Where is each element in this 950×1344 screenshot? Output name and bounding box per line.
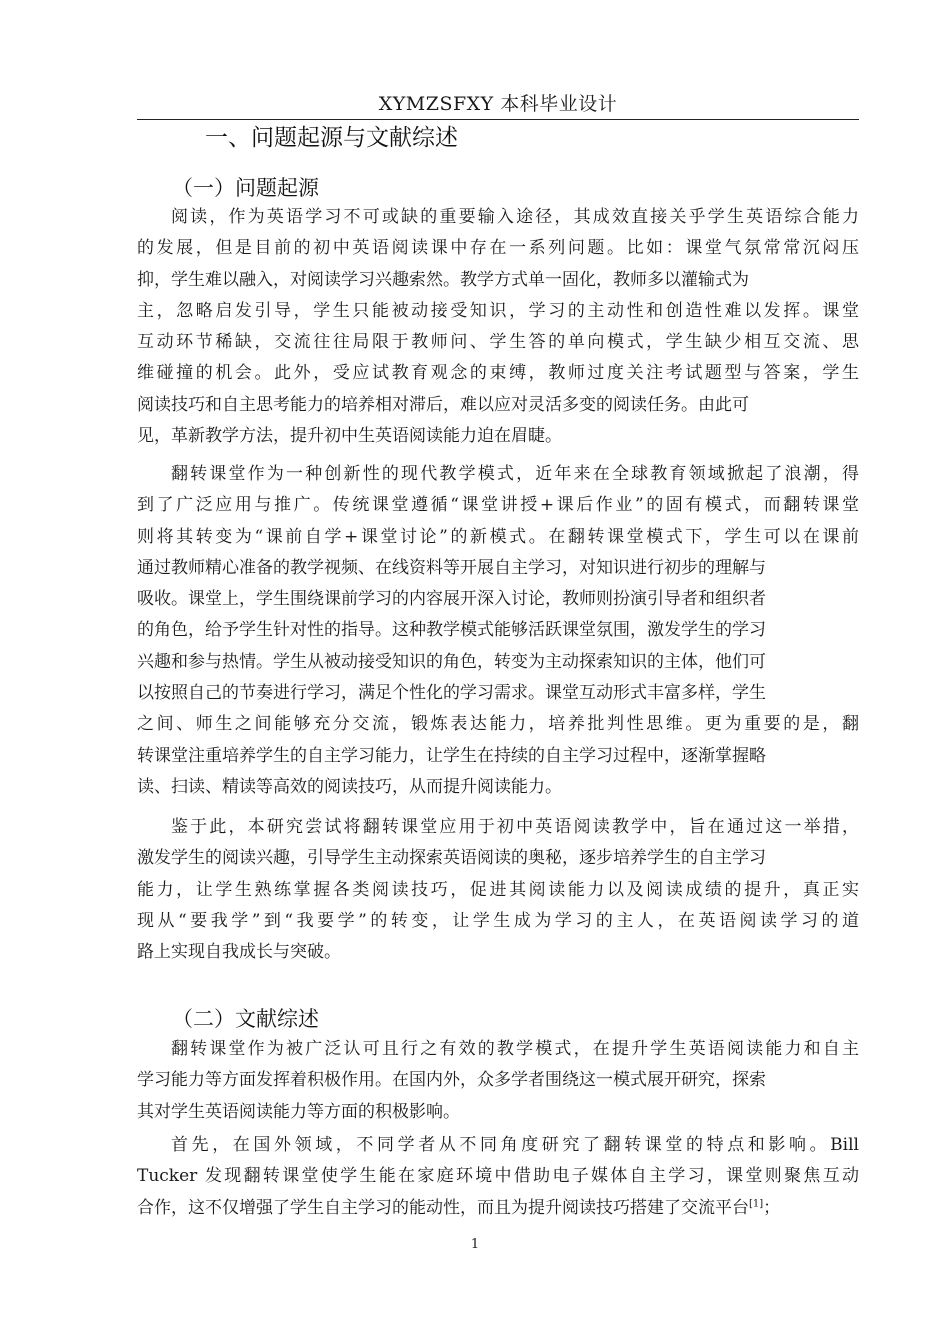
text-line: 主，忽略启发引导，学生只能被动接受知识，学习的主动性和创造性难以发挥。课堂 — [137, 300, 859, 321]
paragraph-1 — [137, 202, 859, 452]
text-line: 首先，在国外领域，不同学者从不同角度研究了翻转课堂的特点和影响。Bill — [171, 1135, 859, 1155]
text-line: 激发学生的阅读兴趣，引导学生主动探索英语阅读的奥秘，逐步培养学生的自主学习 — [137, 848, 766, 869]
citation-marker[interactable]: [1] — [749, 1197, 764, 1209]
text-line: 现从“要我学”到“我要学”的转变，让学生成为学习的主人，在英语阅读学习的道 — [137, 910, 859, 931]
text-line: 翻转课堂作为一种创新性的现代教学模式，近年来在全球教育领域掀起了浪潮，得 — [171, 464, 859, 484]
text-line-body: 合作，这不仅增强了学生自主学习的能动性，而且为提升阅读技巧搭建了交流平台 — [137, 1197, 749, 1218]
section-title: 一、问题起源与文献综述 — [205, 125, 458, 151]
text-line: 读、扫读、精读等高效的阅读技巧，从而提升阅读能力。 — [137, 776, 562, 797]
text-line: 能力，让学生熟练掌握各类阅读技巧，促进其阅读能力以及阅读成绩的提升，真正实 — [137, 879, 859, 900]
text-line: 兴趣和参与热情。学生从被动接受知识的角色，转变为主动探索知识的主体，他们可 — [137, 651, 766, 672]
text-line: 的角色，给予学生针对性的指导。这种教学模式能够活跃课堂氛围，激发学生的学习 — [137, 620, 766, 641]
subsection-title-origin: （一）问题起源 — [172, 176, 319, 200]
paragraph-2 — [137, 459, 859, 803]
text-line: 见，革新教学方法，提升初中生英语阅读能力迫在眉睫。 — [137, 426, 562, 447]
text-line: 阅读，作为英语学习不可或缺的重要输入途径，其成效直接关乎学生英语综合能力 — [171, 207, 859, 227]
text-line: 维碰撞的机会。此外，受应试教育观念的束缚，教师过度关注考试题型与答案，学生 — [137, 363, 859, 384]
text-line: 到了广泛应用与推广。传统课堂遵循“课堂讲授+课后作业”的固有模式，而翻转课堂 — [137, 495, 859, 516]
text-line: 互动环节稀缺，交流往往局限于教师问、学生答的单向模式，学生缺少相互交流、思 — [137, 332, 859, 353]
text-line: 路上实现自我成长与突破。 — [137, 942, 341, 963]
paragraph-3 — [137, 812, 859, 968]
subsection-title-review: （二）文献综述 — [172, 1007, 319, 1031]
text-line: 以按照自己的节奏进行学习，满足个性化的学习需求。课堂互动形式丰富多样，学生 — [137, 683, 766, 704]
text-line: 学习能力等方面发挥着积极作用。在国内外，众多学者围绕这一模式展开研究，探索 — [137, 1070, 766, 1091]
header-rule — [137, 119, 859, 120]
text-line: 之间、师生之间能够充分交流，锻炼表达能力，培养批判性思维。更为重要的是，翻 — [137, 714, 859, 735]
text-line-tail: ； — [763, 1197, 781, 1218]
text-line: 其对学生英语阅读能力等方面的积极影响。 — [137, 1101, 460, 1122]
text-line: 阅读技巧和自主思考能力的培养相对滞后，难以应对灵活多变的阅读任务。由此可 — [137, 394, 749, 415]
text-line: Tucker 发现翻转课堂使学生能在家庭环境中借助电子媒体自主学习，课堂则聚焦互动 — [137, 1166, 859, 1187]
text-line: 通过教师精心准备的教学视频、在线资料等开展自主学习，对知识进行初步的理解与 — [137, 557, 766, 578]
text-line: 鉴于此，本研究尝试将翻转课堂应用于初中英语阅读教学中，旨在通过这一举措， — [171, 817, 859, 837]
text-line — [137, 1193, 859, 1224]
text-line: 的发展，但是目前的初中英语阅读课中存在一系列问题。比如：课堂气氛常常沉闷压 — [137, 238, 859, 259]
page-number: 1 — [470, 1237, 480, 1252]
text-line: 则将其转变为“课前自学+课堂讨论”的新模式。在翻转课堂模式下，学生可以在课前 — [137, 526, 859, 547]
text-line: 转课堂注重培养学生的自主学习能力，让学生在持续的自主学习过程中，逐渐掌握略 — [137, 745, 766, 766]
text-line: 抑，学生难以融入，对阅读学习兴趣索然。教学方式单一固化，教师多以灌输式为 — [137, 269, 749, 290]
running-header: XYMZSFXY 本科毕业设计 — [378, 93, 618, 115]
text-line: 翻转课堂作为被广泛认可且行之有效的教学模式，在提升学生英语阅读能力和自主 — [171, 1039, 859, 1059]
paragraph-4 — [137, 1034, 859, 1128]
text-line: 吸收。课堂上，学生围绕课前学习的内容展开深入讨论，教师则扮演引导者和组织者 — [137, 589, 766, 610]
paragraph-5 — [137, 1130, 859, 1224]
